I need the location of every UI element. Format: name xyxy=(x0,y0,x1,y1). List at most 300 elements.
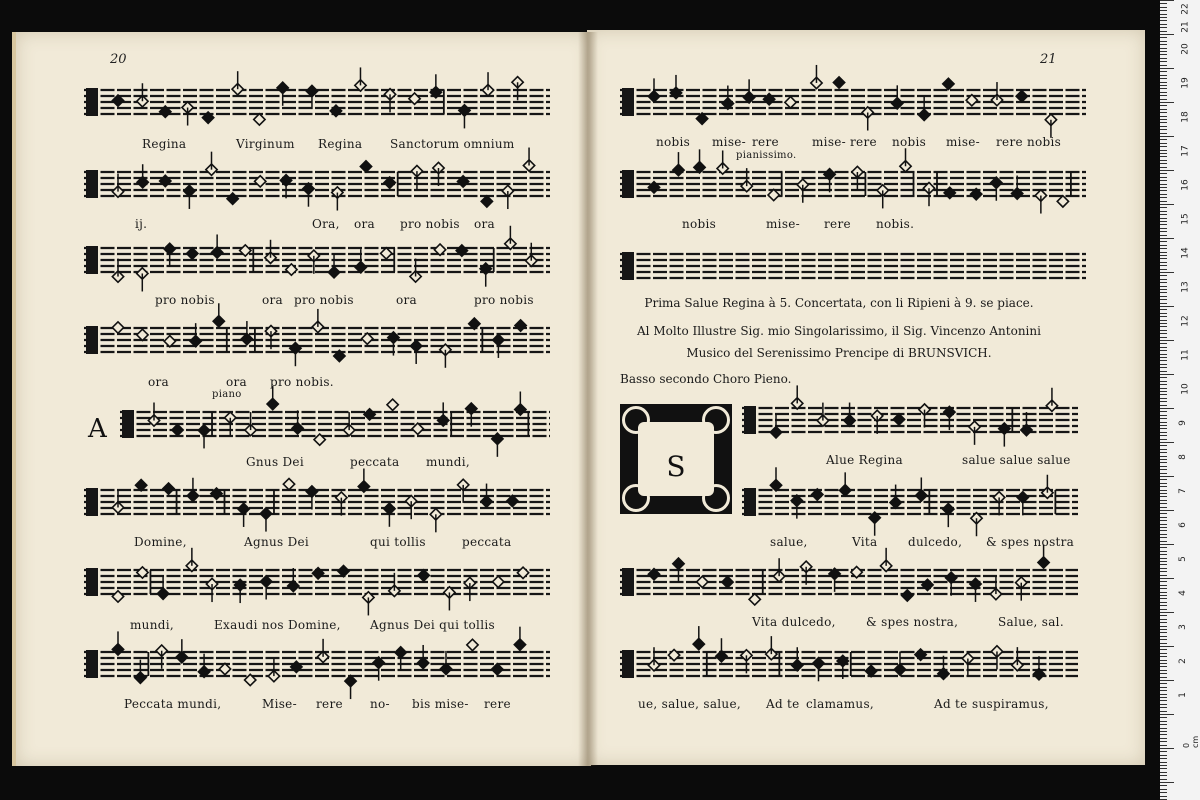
lyric: suspiramus, xyxy=(972,697,1049,711)
ruler-tick xyxy=(1160,541,1167,542)
music-staff xyxy=(742,480,1078,526)
ruler-tick xyxy=(1160,612,1174,613)
ruler-tick xyxy=(1160,789,1167,790)
ruler-tick xyxy=(1160,330,1167,331)
ruler-tick xyxy=(1160,292,1167,293)
ruler-tick xyxy=(1160,717,1167,718)
lyric: Gnus Dei xyxy=(246,455,304,469)
ruler-mark: 12 xyxy=(1180,315,1191,327)
ruler-mark: 18 xyxy=(1180,111,1191,123)
ruler-tick xyxy=(1160,303,1167,304)
ruler-tick xyxy=(1160,95,1167,96)
ruler-tick xyxy=(1160,122,1167,123)
ruler-tick xyxy=(1160,7,1167,8)
ruler-mark: 11 xyxy=(1180,349,1191,361)
clef-mark xyxy=(622,650,634,678)
lyric: clamamus, xyxy=(806,697,875,711)
lyric: salue, xyxy=(770,535,808,549)
ruler-tick xyxy=(1160,37,1167,38)
ruler-tick xyxy=(1160,129,1167,130)
music-staff xyxy=(742,398,1078,444)
lyric: pro nobis xyxy=(155,293,215,307)
ruler-tick xyxy=(1160,364,1167,365)
ruler-tick xyxy=(1160,136,1174,137)
ruler-tick xyxy=(1160,258,1167,259)
ruler-mark: 15 xyxy=(1180,213,1191,225)
ruler-tick xyxy=(1160,745,1167,746)
ruler-tick xyxy=(1160,357,1167,358)
lyric: ora xyxy=(148,375,170,389)
ruler-tick xyxy=(1160,163,1167,164)
lyric: salue salue salue xyxy=(962,453,1071,467)
music-staff xyxy=(120,402,550,448)
dynamic-marking: piano xyxy=(212,389,242,400)
lyric: Agnus Dei xyxy=(244,535,310,549)
music-staff xyxy=(84,238,550,284)
lyric: mise- xyxy=(766,217,801,231)
ruler-mark: 6 xyxy=(1177,522,1188,528)
lyric: Ad te xyxy=(934,697,968,711)
lyric: Regina xyxy=(142,137,187,151)
ruler-tick xyxy=(1160,639,1167,640)
note-head xyxy=(187,248,198,259)
ruler-tick xyxy=(1160,347,1167,348)
note-head xyxy=(749,594,760,605)
ruler-tick xyxy=(1160,510,1174,511)
ruler-tick xyxy=(1160,143,1167,144)
ruler-tick xyxy=(1160,27,1167,28)
ruler-mark: 3 xyxy=(1177,624,1188,630)
ruler-tick xyxy=(1160,568,1167,569)
ruler-tick xyxy=(1160,275,1167,276)
note-head xyxy=(112,322,123,333)
ruler-tick xyxy=(1160,367,1167,368)
ruler-mark: 10 xyxy=(1180,383,1191,395)
ruler-tick xyxy=(1160,428,1167,429)
right-page-number: 21 xyxy=(1040,52,1057,67)
ruler-tick xyxy=(1160,422,1167,423)
ruler-tick xyxy=(1160,456,1167,457)
ruler-tick xyxy=(1160,513,1167,514)
ruler-tick xyxy=(1160,653,1167,654)
ruler-tick xyxy=(1160,466,1167,467)
ruler-tick xyxy=(1160,564,1167,565)
lyric: Ad te xyxy=(766,697,800,711)
ruler-tick xyxy=(1160,354,1167,355)
ruler-tick xyxy=(1160,31,1167,32)
music-staff xyxy=(84,642,550,688)
ruler-tick xyxy=(1160,690,1167,691)
ruler-tick xyxy=(1160,796,1167,797)
ruler-tick xyxy=(1160,758,1167,759)
clef-mark xyxy=(744,406,756,434)
left-page-number: 20 xyxy=(110,52,127,67)
ruler-tick xyxy=(1160,595,1167,596)
lyric: ora xyxy=(474,217,496,231)
ruler-tick xyxy=(1160,207,1167,208)
ruler-tick xyxy=(1160,88,1167,89)
note-head xyxy=(418,570,429,581)
ruler-tick xyxy=(1160,201,1167,202)
ruler-tick xyxy=(1160,462,1167,463)
ruler-tick xyxy=(1160,394,1167,395)
ruler-tick xyxy=(1160,520,1167,521)
ruler-tick xyxy=(1160,762,1167,763)
ruler-tick xyxy=(1160,313,1167,314)
ruler-tick xyxy=(1160,119,1167,120)
decorated-initial: A xyxy=(88,414,107,444)
clef-mark xyxy=(86,88,98,116)
ruler-tick xyxy=(1160,561,1167,562)
ruler-tick xyxy=(1160,439,1167,440)
lyric: peccata xyxy=(350,455,400,469)
ruler-tick xyxy=(1160,452,1167,453)
clef-mark xyxy=(622,252,634,280)
ruler-tick xyxy=(1160,262,1167,263)
measurement-ruler xyxy=(1160,0,1200,800)
lyric: mise- xyxy=(812,135,847,149)
ruler-tick xyxy=(1160,741,1167,742)
dedication-line: Al Molto Illustre Sig. mio Singolarissimo, il Sig. Vincenzo Antonini xyxy=(637,324,1041,338)
lyric: Agnus Dei qui tollis xyxy=(370,618,495,632)
ruler-tick xyxy=(1160,619,1167,620)
music-staff xyxy=(84,318,550,364)
note-head xyxy=(381,248,392,259)
ruler-tick xyxy=(1160,238,1174,239)
ruler-tick xyxy=(1160,724,1167,725)
ruler-tick xyxy=(1160,554,1167,555)
ruler-mark: 2 xyxy=(1177,658,1188,664)
ruler-tick xyxy=(1160,500,1167,501)
ruler-mark: 17 xyxy=(1180,145,1191,157)
ruler-mark: 8 xyxy=(1177,454,1188,460)
ruler-tick xyxy=(1160,326,1167,327)
note-head xyxy=(163,483,174,494)
ruler-tick xyxy=(1160,411,1167,412)
ruler-tick xyxy=(1160,401,1167,402)
ruler-tick xyxy=(1160,493,1167,494)
ruler-tick xyxy=(1160,133,1167,134)
ruler-tick xyxy=(1160,711,1167,712)
ruler-tick xyxy=(1160,425,1167,426)
ruler-tick xyxy=(1160,17,1167,18)
ruler-tick xyxy=(1160,673,1167,674)
lyric: nobis xyxy=(656,135,691,149)
ruler-tick xyxy=(1160,734,1167,735)
lyric: Mise- xyxy=(262,697,297,711)
ruler-tick xyxy=(1160,299,1167,300)
ruler-tick xyxy=(1160,490,1167,491)
ruler-tick xyxy=(1160,218,1167,219)
ruler-tick xyxy=(1160,731,1167,732)
music-staff xyxy=(620,642,1078,688)
music-staff xyxy=(84,560,550,606)
ruler-tick xyxy=(1160,503,1167,504)
lyric: ij. xyxy=(135,217,148,231)
lyric: rere xyxy=(484,697,511,711)
book-gutter xyxy=(578,32,598,766)
ruler-tick xyxy=(1160,252,1167,253)
lyric: nobis xyxy=(682,217,717,231)
ruler-tick xyxy=(1160,666,1167,667)
ruler-tick xyxy=(1160,241,1167,242)
lyric: ora xyxy=(354,217,376,231)
lyric: Vita xyxy=(852,535,878,549)
ruler-tick xyxy=(1160,153,1167,154)
ruler-tick xyxy=(1160,54,1167,55)
ruler-tick xyxy=(1160,772,1167,773)
note-head xyxy=(227,193,238,204)
note-head xyxy=(172,424,183,435)
ruler-tick xyxy=(1160,167,1167,168)
ruler-mark: 19 xyxy=(1180,77,1191,89)
empty-staff xyxy=(620,244,1086,290)
ruler-tick xyxy=(1160,598,1167,599)
lyric: Vita dulcedo, xyxy=(752,615,836,629)
ruler-tick xyxy=(1160,663,1167,664)
ruler-tick xyxy=(1160,68,1174,69)
ruler-tick xyxy=(1160,517,1167,518)
ruler-mark: 5 xyxy=(1177,556,1188,562)
ruler-tick xyxy=(1160,65,1167,66)
ruler-tick xyxy=(1160,714,1174,715)
ruler-tick xyxy=(1160,360,1167,361)
lyric: mundi, xyxy=(426,455,470,469)
ruler-tick xyxy=(1160,626,1167,627)
note-head xyxy=(492,664,503,675)
ruler-tick xyxy=(1160,615,1167,616)
ruler-tick xyxy=(1160,333,1167,334)
ruler-tick xyxy=(1160,255,1167,256)
lyric: Salue, sal. xyxy=(998,615,1064,629)
ruler-tick xyxy=(1160,381,1167,382)
clef-mark xyxy=(86,650,98,678)
ruler-tick xyxy=(1160,680,1174,681)
ruler-tick xyxy=(1160,704,1167,705)
ruler-tick xyxy=(1160,388,1167,389)
clef-mark xyxy=(622,170,634,198)
ruler-tick xyxy=(1160,221,1167,222)
ruler-tick xyxy=(1160,575,1167,576)
note-head xyxy=(360,161,371,172)
lyric: rere xyxy=(316,697,343,711)
ruler-tick xyxy=(1160,398,1167,399)
ruler-tick xyxy=(1160,779,1167,780)
music-staff xyxy=(620,162,1086,208)
ruler-tick xyxy=(1160,102,1174,103)
ruler-mark: 1 xyxy=(1177,692,1188,698)
ruler-tick xyxy=(1160,670,1167,671)
lyric: no- xyxy=(370,697,390,711)
ruler-tick xyxy=(1160,296,1167,297)
note-head xyxy=(722,576,733,587)
music-staff xyxy=(620,560,1078,606)
ruler-tick xyxy=(1160,371,1167,372)
ruler-tick xyxy=(1160,48,1167,49)
lyric: mundi, xyxy=(130,618,174,632)
ruler-tick xyxy=(1160,245,1167,246)
ruler-tick xyxy=(1160,415,1167,416)
lyric: Domine, xyxy=(134,535,187,549)
music-staff xyxy=(84,480,550,526)
ruler-tick xyxy=(1160,636,1167,637)
ruler-tick xyxy=(1160,527,1167,528)
ruler-tick xyxy=(1160,75,1167,76)
lyric: ora xyxy=(226,375,248,389)
ruler-tick xyxy=(1160,306,1174,307)
ruler-tick xyxy=(1160,524,1167,525)
ruler-tick xyxy=(1160,408,1174,409)
ruler-tick xyxy=(1160,282,1167,283)
ruler-mark: 20 xyxy=(1180,43,1191,55)
lyric: pro nobis xyxy=(294,293,354,307)
clef-mark xyxy=(622,568,634,596)
ruler-tick xyxy=(1160,204,1174,205)
ruler-tick xyxy=(1160,116,1167,117)
ruler-mark: 22 xyxy=(1180,3,1191,15)
ruler-tick xyxy=(1160,432,1167,433)
ruler-mark: 13 xyxy=(1180,281,1191,293)
note-head xyxy=(893,414,904,425)
ruler-tick xyxy=(1160,248,1167,249)
ruler-mark: 16 xyxy=(1180,179,1191,191)
ruler-tick xyxy=(1160,190,1167,191)
lyric: ora xyxy=(262,293,284,307)
piece-title: Prima Salue Regina à 5. Concertata, con li Ripieni à 9. se piace. xyxy=(644,296,1034,310)
note-head xyxy=(1057,196,1068,207)
ruler-tick xyxy=(1160,235,1167,236)
ruler-tick xyxy=(1160,194,1167,195)
ruler-tick xyxy=(1160,649,1167,650)
ruler-tick xyxy=(1160,350,1167,351)
ruler-tick xyxy=(1160,99,1167,100)
ruler-tick xyxy=(1160,677,1167,678)
ruler-tick xyxy=(1160,748,1174,749)
ruler-tick xyxy=(1160,377,1167,378)
ruler-tick xyxy=(1160,61,1167,62)
ruler-tick xyxy=(1160,785,1167,786)
ruler-tick xyxy=(1160,507,1167,508)
ruler-tick xyxy=(1160,496,1167,497)
ornament-panel xyxy=(638,422,714,496)
ruler-mark: 7 xyxy=(1177,488,1188,494)
dedication-line: Musico del Serenissimo Prencipe di BRUNSVICH. xyxy=(686,346,992,360)
ruler-tick xyxy=(1160,286,1167,287)
ruler-tick xyxy=(1160,721,1167,722)
clef-mark xyxy=(86,246,98,274)
ruler-tick xyxy=(1160,479,1167,480)
ruler-tick xyxy=(1160,605,1167,606)
ruler-tick xyxy=(1160,469,1167,470)
music-staff xyxy=(620,80,1086,126)
ruler-tick xyxy=(1160,374,1174,375)
lyric: Alue Regina xyxy=(826,453,903,467)
ruler-tick xyxy=(1160,78,1167,79)
ruler-tick xyxy=(1160,126,1167,127)
ruler-tick xyxy=(1160,85,1167,86)
ruler-tick xyxy=(1160,585,1167,586)
music-staff xyxy=(84,162,550,208)
ruler-tick xyxy=(1160,214,1167,215)
ruler-tick xyxy=(1160,765,1167,766)
lyric: pro nobis xyxy=(474,293,534,307)
ruler-tick xyxy=(1160,738,1167,739)
lyric: mise- xyxy=(946,135,981,149)
note-head xyxy=(697,576,708,587)
ruler-tick xyxy=(1160,534,1167,535)
ruler-tick xyxy=(1160,656,1167,657)
clef-mark xyxy=(86,170,98,198)
ruler-tick xyxy=(1160,592,1167,593)
ruler-tick xyxy=(1160,571,1167,572)
ruler-tick xyxy=(1160,632,1167,633)
ruler-tick xyxy=(1160,160,1167,161)
ruler-tick xyxy=(1160,170,1174,171)
ruler-tick xyxy=(1160,435,1167,436)
ruler-tick xyxy=(1160,211,1167,212)
ruler-tick xyxy=(1160,449,1167,450)
ruler-tick xyxy=(1160,173,1167,174)
ruler-tick xyxy=(1160,146,1167,147)
ruler-tick xyxy=(1160,180,1167,181)
note-head xyxy=(493,576,504,587)
ruler-tick xyxy=(1160,44,1167,45)
dynamic-marking: pianissimo. xyxy=(736,150,797,161)
lyric: pro nobis xyxy=(400,217,460,231)
ruler-tick xyxy=(1160,476,1174,477)
ruler-tick xyxy=(1160,442,1174,443)
lyric: Exaudi nos Domine, xyxy=(214,618,341,632)
ruler-tick xyxy=(1160,459,1167,460)
ruler-tick xyxy=(1160,34,1174,35)
ruler-tick xyxy=(1160,228,1167,229)
ruler-tick xyxy=(1160,622,1167,623)
ruler-unit-label: 0 cm xyxy=(1182,735,1200,748)
ruler-tick xyxy=(1160,105,1167,106)
ruler-tick xyxy=(1160,660,1167,661)
ruler-tick xyxy=(1160,337,1167,338)
note-head xyxy=(283,478,294,489)
ruler-tick xyxy=(1160,602,1167,603)
ruler-tick xyxy=(1160,156,1167,157)
ruler-tick xyxy=(1160,578,1174,579)
ruler-tick xyxy=(1160,82,1167,83)
ruler-tick xyxy=(1160,751,1167,752)
ruler-tick xyxy=(1160,544,1174,545)
note-head xyxy=(943,78,954,89)
ruler-tick xyxy=(1160,694,1167,695)
ruler-tick xyxy=(1160,775,1167,776)
lyric: dulcedo, xyxy=(908,535,963,549)
clef-mark xyxy=(744,488,756,516)
ruler-tick xyxy=(1160,184,1167,185)
ruler-tick xyxy=(1160,558,1167,559)
ruler-tick xyxy=(1160,700,1167,701)
ruler-tick xyxy=(1160,323,1167,324)
note-head xyxy=(254,114,265,125)
ruler-tick xyxy=(1160,343,1167,344)
ruler-tick xyxy=(1160,0,1174,1)
ruler-tick xyxy=(1160,316,1167,317)
lyric: nobis xyxy=(892,135,927,149)
lyric: Ora, xyxy=(312,217,340,231)
ruler-tick xyxy=(1160,71,1167,72)
clef-mark xyxy=(122,410,134,438)
ruler-tick xyxy=(1160,728,1167,729)
ruler-mark: 21 xyxy=(1180,21,1191,33)
ruler-tick xyxy=(1160,588,1167,589)
ruler-tick xyxy=(1160,581,1167,582)
